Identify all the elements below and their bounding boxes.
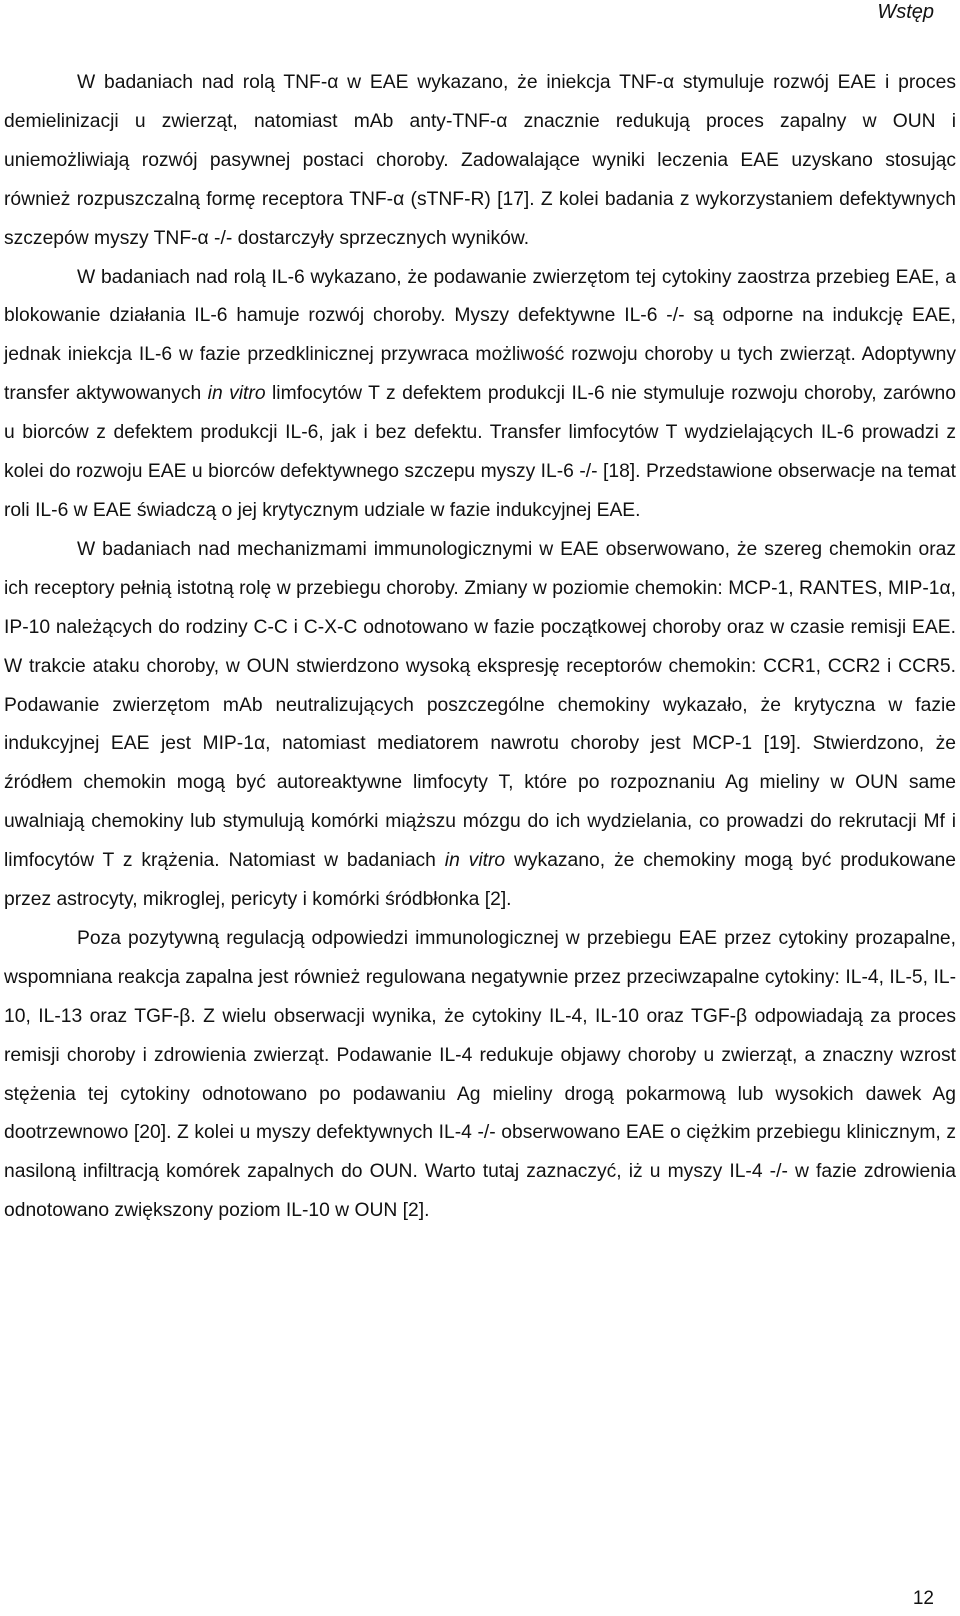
- paragraph-chemokines: [4, 531, 956, 920]
- paragraph-text: W badaniach nad rolą TNF-α w EAE wykazano, że iniekcja TNF-α stymuluje rozwój EAE i proces demielinizacji u zwierząt, natomiast mAb anty-TNF-α znacznie redukują proces zapalny w OUN i uniemożliwiają rozwój pasywnej postaci choroby. Zadowalające wyniki leczenia EAE uzyskano stosując również rozpuszczalną formę receptora TNF-α (sTNF-R) [17]. Z kolei badania z wykorzystaniem defektywnych szczepów myszy TNF-α -/- dostarczyły sprzecznych wyników.: [4, 72, 956, 249]
- paragraph-tnf-alpha: [4, 64, 956, 259]
- paragraph-il-6: [4, 259, 956, 531]
- page-number: 12: [912, 1588, 934, 1609]
- paragraph-text: W badaniach nad rolą IL-6 wykazano, że podawanie zwierzętom tej cytokiny zaostrza przebieg EAE, a blokowanie działania IL-6 hamuje rozwój choroby. Myszy defektywne IL-6 -/- są odporne na indukcję EAE, jednak iniekcja IL-6 w fazie przedklinicznej przywraca możliwość rozwoju choroby u tych zwierząt. Adoptywny transfer aktywowanych: [4, 266, 956, 405]
- section-header: Wstęp: [877, 1, 934, 23]
- paragraph-text: Poza pozytywną regulacją odpowiedzi immunologicznej w przebiegu EAE przez cytokiny prozapalne, wspomniana reakcja zapalna jest również regulowana negatywnie przez przeciwzapalne cytokiny: IL-4, IL-5, IL-10, IL-13 oraz TGF-β. Z wielu obserwacji wynika, że cytokiny IL-4, IL-10 oraz TGF-β odpowiadają za proces remisji choroby i zdrowienia zwierząt. Podawanie IL-4 redukuje objawy choroby u zwierząt, a znaczny wzrost stężenia tej cytokiny odnotowano po podawaniu Ag mieliny drogą pokarmową lub wysokich dawek Ag dootrzewnowo [20]. Z kolei u myszy defektywnych IL-4 -/- obserwowano EAE o ciężkim przebiegu klinicznym, z nasiloną infiltracją komórek zapalnych do OUN. Warto tutaj zaznaczyć, iż u myszy IL-4 -/- w fazie zdrowienia odnotowano zwiększony poziom IL-10 w OUN [2].: [4, 927, 956, 1222]
- italic-term: in vitro: [207, 383, 266, 405]
- document-body: [4, 64, 956, 1231]
- paragraph-text: W badaniach nad mechanizmami immunologicznymi w EAE obserwowano, że szereg chemokin oraz ich receptory pełnią istotną rolę w przebiegu choroby. Zmiany w poziomie chemokin: MCP-1, RANTES, MIP-1α, IP-10 należących do rodziny C-C i C-X-C odnotowano w fazie początkowej choroby oraz w czasie remisji EAE. W trakcie ataku choroby, w OUN stwierdzono wysoką ekspresję receptorów chemokin: CCR1, CCR2 i CCR5. Podawanie zwierzętom mAb neutralizujących poszczególne chemokiny wykazało, że krytyczna w fazie indukcyjnej EAE jest MIP-1α, natomiast mediatorem nawrotu choroby jest MCP-1 [19]. Stwierdzono, że źródłem chemokin mogą być autoreaktywne limfocyty T, które po rozpoznaniu Ag mieliny w OUN same uwalniają chemokiny lub stymulują komórki miąższu mózgu do ich wydzielania, co prowadzi do rekrutacji Mf i limfocytów T z krążenia. Natomiast w badaniach: [4, 538, 956, 872]
- paragraph-text: limfocytów T z defektem produkcji IL-6 nie stymuluje rozwoju choroby, zarówno u biorców z defektem produkcji IL-6, jak i bez defektu. Transfer limfocytów T wydzielających IL-6 prowadzi z kolei do rozwoju EAE u biorców defektywnego szczepu myszy IL-6 -/- [18]. Przedstawione obserwacje na temat roli IL-6 w EAE świadczą o jej krytycznym udziale w fazie indukcyjnej EAE.: [4, 383, 956, 521]
- italic-term: in vitro: [444, 850, 506, 872]
- paragraph-anti-inflammatory: [4, 920, 956, 1231]
- paragraph-text: wykazano, że chemokiny mogą być produkowane przez astrocyty, mikroglej, pericyty i komórki śródbłonka [2].: [4, 850, 956, 911]
